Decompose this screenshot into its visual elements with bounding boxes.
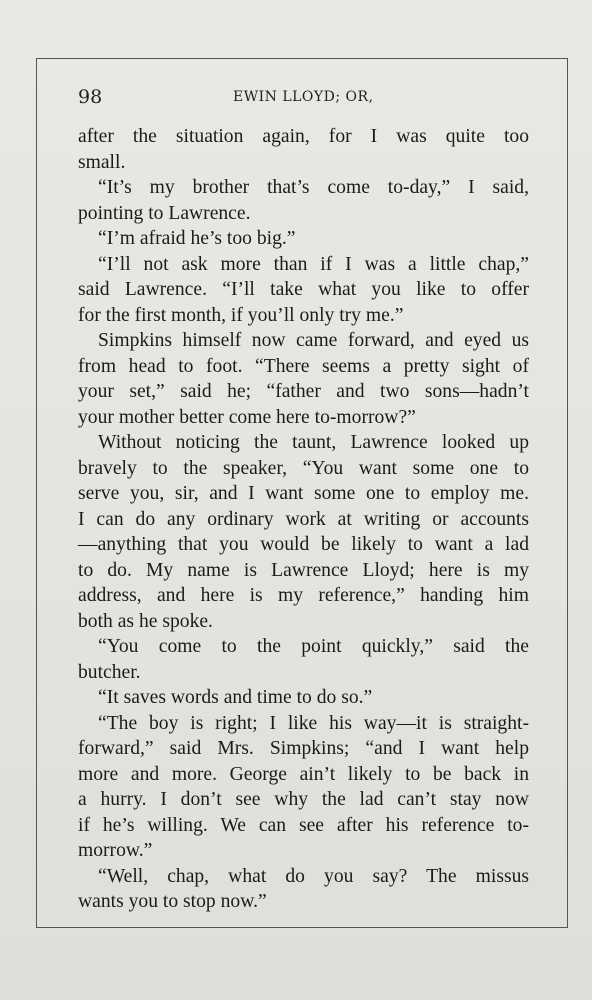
text-line: “You come to the point quickly,” said the bbox=[98, 636, 529, 657]
text-line: “I’ll not ask more than if I was a little chap,” bbox=[98, 253, 529, 275]
text-line: to do. My name is Lawrence Lloyd; here is my bbox=[78, 559, 529, 581]
text-line: morrow.” bbox=[78, 840, 153, 861]
text-line: said Lawrence. “I’ll take what you like to offer bbox=[78, 279, 529, 300]
text-line: bravely to the speaker, “You want some one to bbox=[78, 457, 529, 479]
text-line: serve you, sir, and I want some one to employ me. bbox=[78, 483, 529, 504]
page-number: 98 bbox=[78, 86, 103, 108]
text-line: after the situation again, for I was quite too bbox=[78, 126, 529, 147]
text-line: “It’s my brother that’s come to-day,” I said, bbox=[98, 177, 529, 198]
text-line: your mother better come here to-morrow?” bbox=[78, 406, 416, 428]
page-header bbox=[78, 86, 528, 110]
text-line: more and more. George ain’t likely to be back in bbox=[78, 763, 529, 785]
text-line: forward,” said Mrs. Simpkins; “and I want help bbox=[78, 738, 529, 759]
text-line: —anything that you would be likely to want a lad bbox=[78, 534, 529, 555]
text-line: I can do any ordinary work at writing or accounts bbox=[78, 508, 529, 530]
text-line: your set,” said he; “father and two sons—hadn’t bbox=[78, 381, 529, 402]
body-text bbox=[78, 124, 529, 915]
text-line: “I’m afraid he’s too big.” bbox=[98, 228, 296, 249]
text-line: “Well, chap, what do you say? The missus bbox=[98, 865, 529, 887]
text-line: from head to foot. “There seems a pretty sight of bbox=[78, 355, 529, 377]
text-line: both as he spoke. bbox=[78, 610, 213, 632]
text-line: Without noticing the taunt, Lawrence looked up bbox=[98, 432, 529, 453]
text-line: “It saves words and time to do so.” bbox=[98, 687, 373, 708]
text-line: address, and here is my reference,” handing him bbox=[78, 585, 529, 606]
text-line: Simpkins himself now came forward, and eyed us bbox=[98, 330, 529, 351]
text-line: butcher. bbox=[78, 661, 141, 683]
text-line: if he’s willing. We can see after his reference to- bbox=[78, 814, 529, 836]
text-line: small. bbox=[78, 151, 126, 173]
text-line: a hurry. I don’t see why the lad can’t stay now bbox=[78, 789, 529, 810]
running-head: EWIN LLOYD; OR, bbox=[233, 89, 374, 105]
text-line: for the first month, if you’ll only try me.” bbox=[78, 304, 404, 326]
text-line: pointing to Lawrence. bbox=[78, 202, 251, 224]
text-line: “The boy is right; I like his way—it is straight- bbox=[98, 712, 529, 734]
text-line: wants you to stop now.” bbox=[78, 891, 267, 912]
